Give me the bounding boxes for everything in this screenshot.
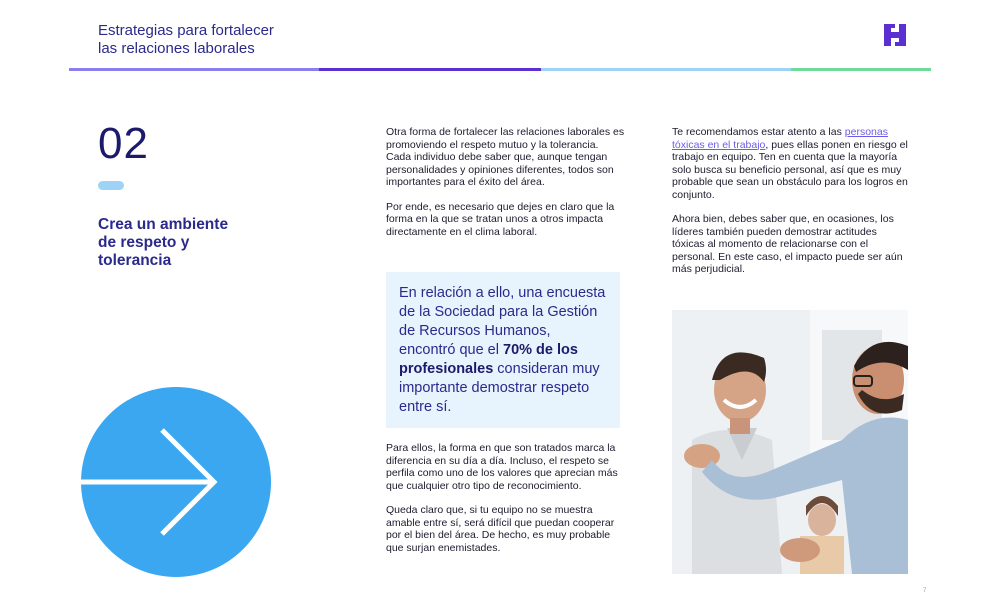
body-column-2: [672, 126, 908, 288]
section-accent-pill: [98, 181, 124, 190]
colleagues-illustration: [672, 310, 908, 574]
page-number: 7: [923, 588, 927, 594]
colleagues-photo: [672, 310, 908, 574]
body-column-1-top: [386, 126, 626, 250]
body-column-1-bottom: [386, 442, 626, 566]
section-heading-line-1: Crea un ambiente: [98, 216, 229, 233]
brand-logo-icon: [884, 24, 906, 46]
document-title-line-1: Estrategias para fortalecer: [98, 22, 274, 39]
pull-quote-text-after: consideran muy importante demostrar respeto entre sí.: [399, 361, 600, 415]
document-title-line-2: las relaciones laborales: [98, 40, 255, 57]
header-divider: [69, 68, 931, 71]
section-heading-line-3: tolerancia: [98, 252, 172, 269]
paragraph-treatment: Para ellos, la forma en que son tratados marca la diferencia en su día a día. Incluso, el respeto se perfila como uno de los valores que aprecian más que cualquier otro tipo de reconocimiento.: [386, 442, 618, 492]
toxic-people-link[interactable]: personas tóxicas en el trabajo: [672, 126, 888, 151]
paragraph-cooperation: Queda claro que, si tu equipo no se muestra amable entre sí, será difícil que puedan cooperar por el bien del área. De hecho, es muy probable que surjan enemistades.: [386, 504, 615, 554]
paragraph-climate: Por ende, es necesario que dejes en claro que la forma en la que se tratan unos a otros impacta directamente en el clima laboral.: [386, 200, 615, 238]
section-heading-line-2: de respeto y: [98, 234, 190, 251]
pull-quote-text-before: En relación a ello, una encuesta de la Sociedad para la Gestión de Recursos Humanos, encontró que el: [399, 285, 606, 358]
paragraph-respect: Otra forma de fortalecer las relaciones laborales es promoviendo el respeto mutuo y la tolerancia. Cada individuo debe saber que, aunque tengan personalidades y opiniones diferentes, todos son importantes para el éxito del área.: [386, 126, 625, 188]
toxic-text-before: Te recomendamos estar atento a las: [672, 126, 845, 138]
toxic-text-after: , pues ellas ponen en riesgo el trabajo en equipo. Ten en cuenta que la mayoría solo busca su beneficio personal, así que es muy probable que sean un obstáculo para los logros en conjunto.: [672, 138, 908, 201]
document-title: [98, 22, 358, 58]
section-number: 02: [98, 119, 149, 168]
section-heading: [98, 216, 258, 270]
pull-quote: [386, 272, 620, 428]
paragraph-toxic-people: [672, 126, 908, 201]
paragraph-toxic-leaders: Ahora bien, debes saber que, en ocasiones, los líderes también pueden demostrar actitudes tóxicas al momento de relacionarse con el personal. En este caso, el impacto puede ser aún más perjudicial.: [672, 213, 903, 275]
pull-quote-highlight: 70% de los profesionales: [399, 342, 578, 377]
arrow-right-icon: [0, 380, 300, 600]
